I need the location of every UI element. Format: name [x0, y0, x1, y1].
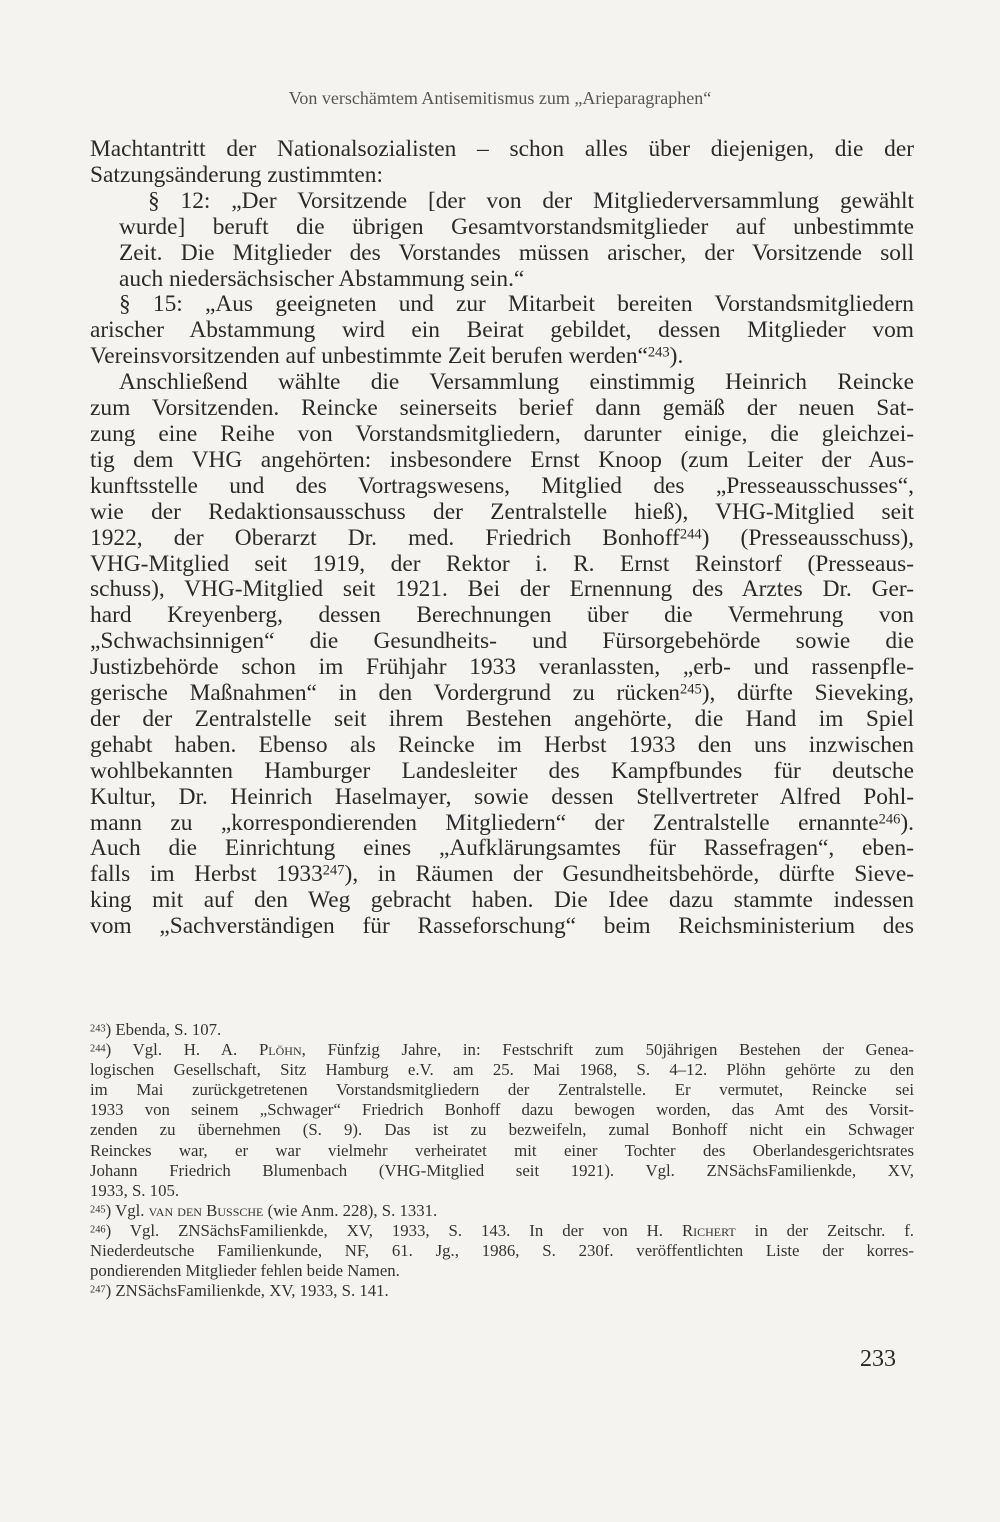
- footnote-line: logischen Gesellschaft, Sitz Hamburg e.V. am 25. Mai 1968, S. 4–12. Plöhn gehörte zu den: [90, 1060, 914, 1080]
- text-line: king mit auf den Weg gebracht haben. Die Idee dazu stammte indessen: [90, 887, 914, 914]
- author-name: van den Bussche: [148, 1200, 264, 1220]
- text-line: gerische Maßnahmen“ in den Vordergrund zu rücken$^{245}$), dürfte Sieveking,: [90, 680, 914, 707]
- footnote-ref: 247: [322, 862, 345, 879]
- text-line: kunftsstelle und des Vortragswesens, Mitglied des „Presseausschusses“,: [90, 472, 914, 499]
- footnote-ref: 244: [679, 526, 702, 543]
- footnote-number: 247: [90, 1284, 106, 1296]
- text-line: Auch die Einrichtung eines „Aufklärungsamtes für Rassefragen“, eben-: [90, 835, 914, 862]
- paragraph: [90, 370, 914, 940]
- text-line: § 12: „Der Vorsitzende [der von der Mitgliederversammlung gewählt: [148, 187, 914, 214]
- footnote-244: [90, 1040, 914, 1201]
- text-line: Vereinsvorsitzenden auf unbestimmte Zeit berufen werden“$^{243}$).: [90, 343, 684, 370]
- footnote-ref: 246: [878, 811, 901, 828]
- footnote-line: $^{246}$) Vgl. ZNSächsFamilienkde, XV, 1933, S. 143. In der von H. Richert in der Zeitschr. f.: [90, 1220, 914, 1240]
- text-line: Justizbehörde schon im Frühjahr 1933 veranlassten, „erb- und rassenpfle-: [90, 654, 914, 681]
- text-line: der der Zentralstelle seit ihrem Bestehen angehörte, die Hand im Spiel: [90, 705, 914, 732]
- text-line: VHG-Mitglied seit 1919, der Rektor i. R. Ernst Reinstorf (Presseaus-: [90, 550, 914, 577]
- footnotes: [90, 1020, 914, 1301]
- footnote-245: [90, 1201, 914, 1221]
- text-line: wie der Redaktionsausschuss der Zentralstelle hieß), VHG-Mitglied seit: [90, 498, 914, 525]
- text-line: zung eine Reihe von Vorstandsmitgliedern, darunter einige, die gleichzei-: [90, 420, 914, 447]
- footnote-number: 246: [90, 1224, 106, 1236]
- footnote-ref: 243: [647, 344, 670, 361]
- text-line: Anschließend wählte die Versammlung einstimmig Heinrich Reincke: [119, 369, 914, 396]
- footnote-243: [90, 1020, 914, 1040]
- footnote-line: $^{245}$) Vgl. van den Bussche (wie Anm. 228), S. 1331.: [90, 1200, 438, 1220]
- footnote-ref: 245: [679, 681, 702, 698]
- footnote-line: 1933 von seinem „Schwager“ Friedrich Bonhoff dazu bewogen worden, das Amt des Vorsit-: [90, 1100, 914, 1120]
- footnote-246: [90, 1221, 914, 1281]
- footnote-line: 1933, S. 105.: [90, 1180, 180, 1200]
- text-line: vom „Sachverständigen für Rasseforschung“ beim Reichsministerium des: [90, 913, 914, 940]
- footnote-line: $^{244}$) Vgl. H. A. Plöhn, Fünfzig Jahre, in: Festschrift zum 50jährigen Bestehen der Genea-: [90, 1040, 914, 1060]
- author-name: Plöhn: [258, 1040, 302, 1060]
- footnote-number: 244: [90, 1043, 106, 1055]
- footnote-line: $^{247}$) ZNSächsFamilienkde, XV, 1933, S. 141.: [90, 1281, 389, 1301]
- footnote-number: 243: [90, 1023, 106, 1035]
- paragraph: [90, 137, 914, 189]
- text-line: 1922, der Oberarzt Dr. med. Friedrich Bonhoff$^{244}$) (Presseausschuss),: [90, 524, 915, 551]
- text-line: mann zu „korrespondierenden Mitgliedern“ der Zentralstelle ernannte$^{246}$).: [90, 809, 914, 836]
- text-line: zum Vorsitzenden. Reincke seinerseits berief dann gemäß der neuen Sat-: [90, 395, 914, 422]
- text-line: § 15: „Aus geeigneten und zur Mitarbeit bereiten Vorstandsmitgliedern: [119, 291, 914, 318]
- text-line: tig dem VHG angehörten: insbesondere Ernst Knoop (zum Leiter der Aus-: [90, 446, 914, 473]
- footnote-line: Niederdeutsche Familienkunde, NF, 61. Jg., 1986, S. 230f. veröffentlichten Liste der korres-: [90, 1241, 914, 1261]
- text-line: wohlbekannten Hamburger Landesleiter des Kampfbundes für deutsche: [90, 757, 914, 784]
- text-line: wurde] beruft die übrigen Gesamtvorstandsmitglieder auf unbestimmte: [119, 213, 914, 240]
- text-line: Zeit. Die Mitglieder des Vorstandes müssen arischer, der Vorsitzende soll: [119, 239, 914, 266]
- running-head: Von verschämtem Antisemitismus zum „Arieparagraphen“: [288, 88, 712, 108]
- footnote-line: $^{243}$) Ebenda, S. 107.: [90, 1020, 222, 1039]
- text-line: schuss), VHG-Mitglied seit 1921. Bei der Ernennung des Arztes Dr. Ger-: [90, 576, 914, 603]
- text-line: Kultur, Dr. Heinrich Haselmayer, sowie dessen Stellvertreter Alfred Pohl-: [90, 783, 914, 810]
- text-line: Satzungsänderung zustimmten:: [90, 161, 383, 188]
- text-line: hard Kreyenberg, dessen Berechnungen über die Vermehrung von: [90, 602, 914, 629]
- footnote-line: im Mai zurückgetretenen Vorstandsmitgliedern der Zentralstelle. Er vermutet, Reincke sei: [90, 1080, 914, 1100]
- text-line: gehabt haben. Ebenso als Reincke im Herbst 1933 den uns inzwischen: [90, 731, 914, 758]
- footnote-line: Reinckes war, er war vielmehr verheiratet mit einer Tochter des Oberlandesgerichtsrates: [90, 1140, 914, 1160]
- text-line: arischer Abstammung wird ein Beirat gebildet, dessen Mitglieder vom: [90, 317, 914, 344]
- main-text: [90, 137, 914, 940]
- footnote-line: pondierenden Mitglieder fehlen beide Namen.: [90, 1261, 400, 1281]
- author-name: Richert: [681, 1220, 736, 1240]
- footnote-number: 245: [90, 1204, 106, 1216]
- footnote-247: [90, 1281, 914, 1301]
- text-line: falls im Herbst 1933$^{247}$), in Räumen der Gesundheitsbehörde, dürfte Sieve-: [90, 861, 914, 888]
- text-line: auch niedersächsischer Abstammung sein.“: [119, 265, 525, 292]
- paragraph-section-12: [90, 189, 914, 293]
- footnote-line: zenden zu übernehmen (S. 9). Das ist zu bezweifeln, zumal Bonhoff nicht ein Schwager: [90, 1120, 914, 1140]
- page-number: 233: [860, 1346, 896, 1372]
- paragraph-section-15: [90, 292, 914, 370]
- footnote-line: Johann Friedrich Blumenbach (VHG-Mitglied seit 1921). Vgl. ZNSächsFamilienkde, XV,: [90, 1160, 914, 1180]
- text-line: „Schwachsinnigen“ die Gesundheits- und Fürsorgebehörde sowie die: [90, 628, 914, 655]
- text-line: Machtantritt der Nationalsozialisten – schon alles über diejenigen, die der: [90, 136, 914, 162]
